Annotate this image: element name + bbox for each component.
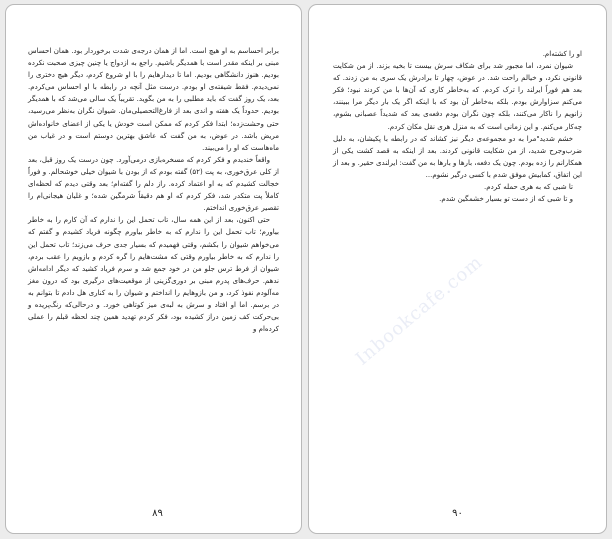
left-page-text bbox=[28, 45, 279, 335]
paragraph: حتی اکنون، بعد از این همه سال، تاب تحمل این را ندارم که آن کارم را به خاطر بیاورم؛ تاب تحمل این را ندارم که به خاطر بیاورم چگونه فریاد کشیدم و گفتم که می‌خواهم شیوان را بکشم، وقتی فهمیدم که بسیار جدی حرف می‌زند؛ تاب تحمل این را ندارم که به خاطر بیاورم وقتی که مشت‌هایم را گره کردم و بازویم را عقب بردم، شیوان از فرط ترس جلو من در خود جمع شد و سرم فریاد کشید که دیگر ادامه‌اش ندهم. حرف‌های پدرم مبنی بر دوری‌گزینی از موقعیت‌های درگیری بود که درون مغز مه‌آلودم نفوذ کرد، و من بازوهایم را انداختم و شیوان را به کناری هل دادم تا بتوانم به در برسم. اما او افتاد و سرش به لبه‌ی میز کوتاهی خورد. و درحالی‌که رنگ‌پریده و بی‌حرکت کف زمین دراز کشیده بود، فکر کردم تهدید همین چند لحظه قبلم را عملی کرده‌ام و bbox=[28, 215, 279, 334]
paragraph: تا شبی که به هری حمله کردم. bbox=[484, 182, 573, 192]
paragraph: خشم شدید"مرا به دو مجموعه‌ی دیگر نیز کشاند که در رابطه با پکیشان، به دلیل ضرب‌وجرح شدید، از من شکایت قانونی کردند. بعد از اینکه به قصد کشت یکی از همکارانم را زده بودم. چون یک دفعه، بارها و بارها به من گفت: ایرلندی حقیر. و بعد از این اتفاق، کمابیش موفق شدم با کسی درگیر نشوم... bbox=[333, 133, 582, 179]
watermark: Inbookcafe.com bbox=[351, 251, 487, 370]
paragraph: شیوان نمرد، اما مجبور شد برای شکاف سرش بیست تا بخیه بزند. از من شکایت قانونی نکرد، و خیالم راحت شد. در عوض، چهار تا برادرش یک سری به من زدند. که بعد هم فوراً ایرلند را ترک کردم. که به‌خاطر کاری که آن‌ها با من کردند نبود؛ فکر می‌کنم سزاوارش بودم. بلکه به‌خاطر آن بود که با اینکه اگر یک بار دیگر مرا ببینند، زانویم را ناکار می‌کنند، بلکه چون نگران بودم دفعه‌ی بعد که شدیداً عصبانی بشوم، چه‌کار می‌کنم. و این زمانی است که به منزل هری نقل مکان کردم. bbox=[333, 61, 582, 131]
paragraph: و تا شبی که از دست تو بسیار خشمگین شدم. bbox=[439, 194, 573, 204]
page-number: ۸۹ bbox=[152, 508, 163, 519]
left-page bbox=[5, 4, 302, 534]
paragraph: واقعاً خندیدم و فکر کردم که مسخره‌بازی درمی‌آورد. چون درست یک روز قبل، بعد از کلی عرق‌خوری، به پت (۵۲) گفته بودم که از بودن با شیوان خیلی خوشحالم. و فوراً خجالت کشیدم که به او اعتماد کرده. راز دلم را گفته‌ام؛ بعد وقتی دیدم که لحظه‌ای کاملاً پت متکدر شد، فکر کردم که او هم دقیقاً شرمگین شده؛ و غلیان هیجانی‌ام را تقصیر عرق‌خوری انداختم. bbox=[28, 154, 279, 213]
page-number: ۹۰ bbox=[452, 508, 463, 519]
paragraph: او را کشته‌ام. bbox=[542, 49, 582, 58]
right-page-text bbox=[333, 48, 582, 205]
right-page bbox=[308, 4, 607, 534]
paragraph: برابر احساسم به او هیچ است. اما از همان درجه‌ی شدت برخوردار بود. همان احساس مبنی بر اینکه مقدر است با همدیگر باشیم. راجع به ازدواج یا چنین چیزی صحبت نکرده بودیم. هنوز دانشگاهی بودیم. اما تا دیدارهایم را با او شروع کردم، دیگر هیچ دختری را نمی‌دیدم. فقط شیفته‌ی او بودم. درست مثل آنچه در رابطه با او احساس می‌کردم. بعد، یک روز گفت که باید مطلبی را به من بگوید. تقریباً یک سالی می‌شد که با همدیگر بودیم. حدوداً یک هفته و اندی بعد از فارغ‌التحصیلی‌مان. شیوان نگران به‌نظر می‌رسید، حتی وحشت‌زده؛ ابتدا فکر کردم که ممکن است خودش یا یکی از اعضای خانواده‌اش مریض باشد. در عوض، به من گفت که عاشق بهترین دوستم است و در غیاب من ماه‌هاست که او را می‌بیند. bbox=[28, 46, 279, 152]
